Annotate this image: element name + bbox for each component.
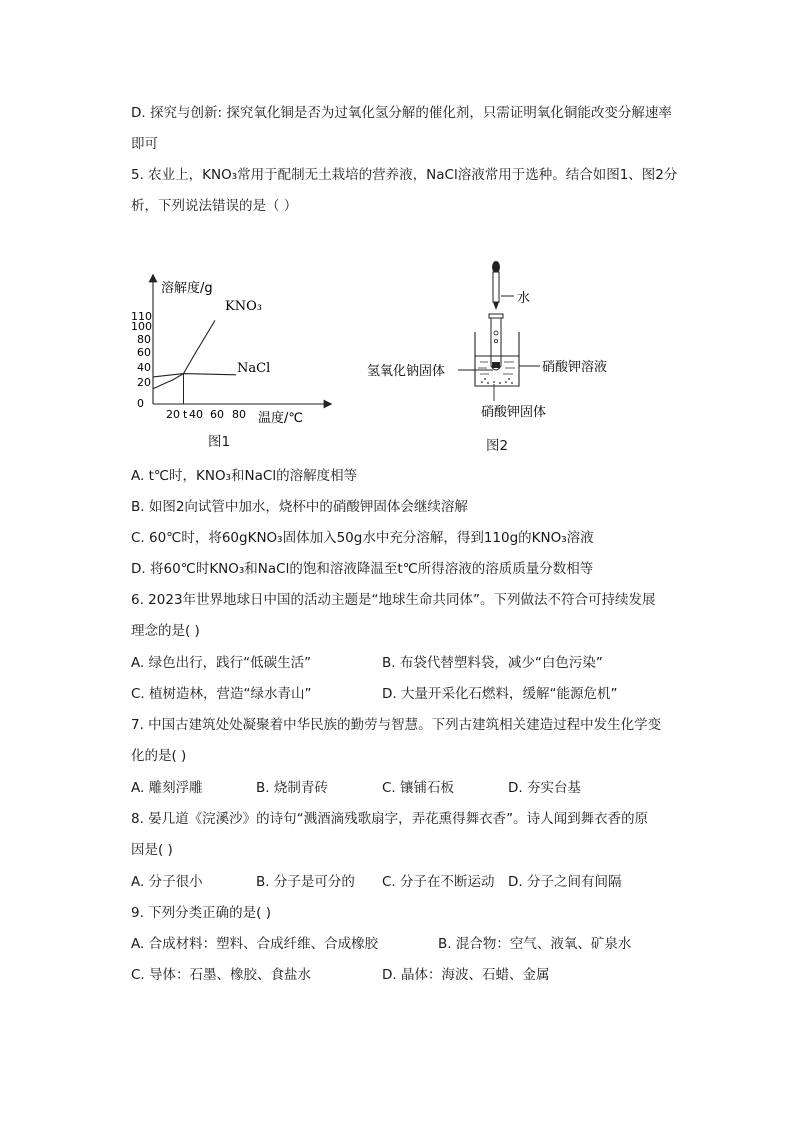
q6-stem-line1: 6. 2023年世界地球日中国的活动主题是“地球生命共同体”。下列做法不符合可持续发展	[131, 592, 656, 608]
q5-option-c: C. 60℃时，将60gKNO₃固体加入50g水中充分溶解，得到110g的KNO₃溶液	[131, 530, 594, 546]
fig1-ytick-0: 0	[137, 397, 144, 410]
q6-option-b: B. 布袋代替塑料袋，减少“白色污染”	[382, 655, 603, 671]
dropper-tip	[493, 302, 499, 310]
q5-option-a: A. t℃时，KNO₃和NaCl的溶解度相等	[131, 468, 358, 484]
fig1-curve-nacl	[153, 374, 236, 377]
fig2-label-naoh: 氢氧化钠固体	[367, 364, 446, 379]
fig1-xtick-40: 40	[189, 408, 203, 421]
figure1-solubility-chart	[128, 272, 348, 462]
fig1-ytick-40: 40	[137, 361, 151, 374]
fig1-ytick-20: 20	[137, 376, 151, 389]
q4-option-d-line1: D. 探究与创新: 探究氧化铜是否为过氧化氢分解的催化剂，只需证明氧化铜能改变分解速率	[131, 105, 672, 121]
q7-option-d: D. 夯实台基	[508, 780, 581, 796]
fig1-xtick-20: 20	[166, 408, 180, 421]
test-tube-stopper	[489, 314, 503, 318]
fig1-ytick-100: 100	[131, 320, 152, 333]
q5-stem-line1: 5. 农业上，KNO₃常用于配制无土栽培的营养液，NaCl溶液常用于选种。结合如图1、图2分	[131, 167, 678, 183]
q8-stem-line2: 因是( )	[131, 842, 173, 858]
q8-option-c: C. 分子在不断运动	[382, 874, 495, 890]
q6-option-c: C. 植树造林，营造“绿水青山”	[131, 686, 312, 702]
fig1-ytick-80: 80	[137, 333, 151, 346]
q7-option-a: A. 雕刻浮雕	[131, 780, 203, 796]
figure2-apparatus	[362, 258, 612, 433]
fig1-caption: 图1	[208, 434, 231, 450]
dropper-tube	[493, 272, 499, 302]
q9-stem: 9. 下列分类正确的是( )	[131, 905, 271, 921]
dropper-bulb	[492, 261, 500, 273]
q8-stem-line1: 8. 晏几道《浣溪沙》的诗句“溅酒滴残歌扇字，弄花熏得舞衣香”。诗人闻到舞衣香的原	[131, 811, 649, 827]
q9-option-b: B. 混合物：空气、液氧、矿泉水	[438, 936, 632, 952]
q8-option-b: B. 分子是可分的	[256, 874, 355, 890]
q7-option-b: B. 烧制青砖	[256, 780, 328, 796]
fig1-label-nacl: NaCl	[237, 361, 271, 376]
q6-stem-line2: 理念的是( )	[131, 623, 200, 639]
fig1-xtick-80: 80	[232, 408, 246, 421]
q9-option-c: C. 导体：石墨、橡胶、食盐水	[131, 967, 312, 983]
fig1-xtick-t: t	[183, 408, 188, 421]
fig1-ytick-60: 60	[137, 346, 151, 359]
fig2-label-kno3-solution: 硝酸钾溶液	[542, 360, 608, 375]
q4-option-d-line2: 即可	[131, 136, 158, 152]
q5-option-d: D. 将60℃时KNO₃和NaCl的饱和溶液降温至t℃所得溶液的溶质质量分数相等	[131, 561, 594, 577]
q5-option-b: B. 如图2向试管中加水，烧杯中的硝酸钾固体会继续溶解	[131, 499, 468, 515]
fig1-ylabel: 溶解度/g	[161, 281, 213, 296]
q7-stem-line1: 7. 中国古建筑处处凝聚着中华民族的勤劳与智慧。下列古建筑相关建造过程中发生化学变	[131, 717, 662, 733]
q5-stem-line2: 析，下列说法错误的是（ ）	[131, 198, 298, 214]
fig1-ytick-110: 110	[131, 310, 152, 323]
fig1-xlabel: 温度/℃	[258, 411, 303, 426]
q6-option-d: D. 大量开采化石燃料，缓解“能源危机”	[382, 686, 618, 702]
q9-option-d: D. 晶体：海波、石蜡、金属	[382, 967, 550, 983]
q8-option-a: A. 分子很小	[131, 874, 203, 890]
q7-option-c: C. 镶铺石板	[382, 780, 455, 796]
fig2-caption: 图2	[486, 438, 509, 454]
q7-stem-line2: 化的是( )	[131, 748, 187, 764]
fig1-xtick-60: 60	[210, 408, 224, 421]
fig1-label-kno3: KNO₃	[225, 299, 262, 314]
q8-option-d: D. 分子之间有间隔	[508, 874, 622, 890]
q6-option-a: A. 绿色出行，践行“低碳生活”	[131, 655, 312, 671]
fig2-label-water: 水	[517, 291, 531, 306]
q9-option-a: A. 合成材料：塑料、合成纤维、合成橡胶	[131, 936, 379, 952]
fig2-label-kno3-solid: 硝酸钾固体	[481, 405, 547, 420]
